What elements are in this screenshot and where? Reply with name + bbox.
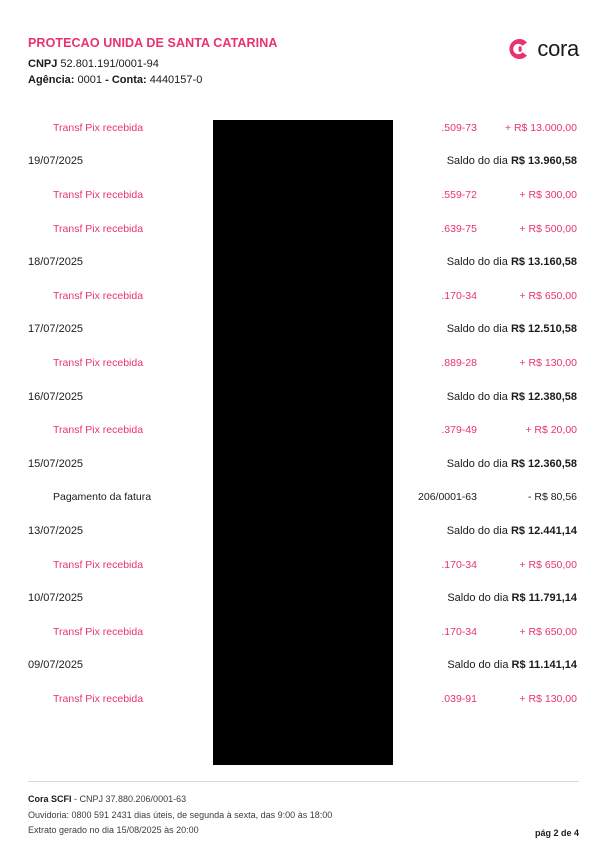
daily-balance-value: R$ 11.141,14 <box>511 659 577 672</box>
transaction-date: 09/07/2025 <box>28 659 84 672</box>
cora-mark-icon <box>506 37 530 61</box>
transaction-counterparty: .039-91 <box>441 692 477 705</box>
footer-generated: Extrato gerado no dia 15/08/2025 às 20:00 <box>28 825 199 836</box>
daily-balance-value: R$ 13.960,58 <box>510 155 577 168</box>
transaction-counterparty: .509-73 <box>441 121 477 134</box>
account-separator: - <box>105 74 109 87</box>
transaction-date: 17/07/2025 <box>28 323 84 336</box>
transaction-description: Transf Pix recebida <box>53 356 144 369</box>
agency-label: Agência: <box>28 74 75 87</box>
daily-balance <box>447 458 577 470</box>
redaction-overlay <box>213 120 393 765</box>
transaction-counterparty: .379-49 <box>441 424 477 437</box>
cora-logo <box>506 34 579 62</box>
account-label: Conta: <box>111 74 147 87</box>
company-cnpj <box>28 57 278 73</box>
transaction-description: Transf Pix recebida <box>53 625 144 638</box>
transaction-date: 10/07/2025 <box>28 592 84 605</box>
transaction-amount: + R$ 20,00 <box>525 424 577 437</box>
daily-balance-value: R$ 12.360,58 <box>510 457 577 470</box>
transaction-date: 13/07/2025 <box>28 524 84 537</box>
transaction-counterparty: .170-34 <box>441 558 477 571</box>
footer-divider <box>28 781 579 782</box>
transaction-amount: + R$ 130,00 <box>519 692 577 705</box>
daily-balance-label: Saldo do dia <box>447 592 509 605</box>
daily-balance <box>447 323 577 335</box>
daily-balance-label: Saldo do dia <box>447 659 509 672</box>
daily-balance <box>447 525 577 537</box>
footer-entity-name: Cora SCFI <box>28 793 72 804</box>
transaction-amount: + R$ 500,00 <box>519 222 577 235</box>
transaction-counterparty: .889-28 <box>441 356 477 369</box>
document-header <box>28 0 579 89</box>
transaction-description: Transf Pix recebida <box>53 222 144 235</box>
transaction-amount: - R$ 80,56 <box>527 491 577 504</box>
transaction-amount: + R$ 650,00 <box>519 625 577 638</box>
transaction-description: Pagamento da fatura <box>53 491 152 504</box>
daily-balance-label: Saldo do dia <box>446 256 508 269</box>
transaction-counterparty: .170-34 <box>441 289 477 302</box>
footer-entity-cnpj: - CNPJ 37.880.206/0001-63 <box>71 793 187 804</box>
account-value: 4440157-0 <box>149 74 203 87</box>
company-account <box>28 73 278 89</box>
daily-balance-label: Saldo do dia <box>446 323 508 336</box>
cora-wordmark: cora <box>537 36 579 61</box>
transaction-date: 15/07/2025 <box>28 457 84 470</box>
daily-balance <box>447 256 577 268</box>
daily-balance-value: R$ 12.510,58 <box>510 323 577 336</box>
daily-balance <box>447 391 577 403</box>
transaction-description: Transf Pix recebida <box>53 188 144 201</box>
transaction-description: Transf Pix recebida <box>53 424 144 437</box>
transaction-amount: + R$ 650,00 <box>519 289 577 302</box>
transaction-date: 16/07/2025 <box>28 390 84 403</box>
daily-balance-label: Saldo do dia <box>446 155 508 168</box>
transaction-date: 18/07/2025 <box>28 256 84 269</box>
footer-ombudsman: Ouvidoria: 0800 591 2431 dias úteis, de segunda à sexta, das 9:00 às 18:00 <box>28 809 333 820</box>
transaction-amount: + R$ 650,00 <box>519 558 577 571</box>
page-number: pág 2 de 4 <box>534 828 579 838</box>
cnpj-value: 52.801.191/0001-94 <box>60 58 159 71</box>
transaction-description: Transf Pix recebida <box>53 121 144 134</box>
daily-balance-value: R$ 13.160,58 <box>510 256 577 269</box>
daily-balance <box>447 659 577 671</box>
daily-balance <box>447 592 577 604</box>
daily-balance-label: Saldo do dia <box>446 457 508 470</box>
transaction-description: Transf Pix recebida <box>53 692 144 705</box>
transaction-counterparty: .559-72 <box>441 188 477 201</box>
transaction-counterparty: 206/0001-63 <box>418 491 477 504</box>
transaction-counterparty: .170-34 <box>441 625 477 638</box>
company-info <box>28 34 278 89</box>
transaction-amount: + R$ 130,00 <box>519 356 577 369</box>
company-name: PROTECAO UNIDA DE SANTA CATARINA <box>28 36 278 50</box>
transaction-amount: + R$ 13.000,00 <box>504 121 577 134</box>
cnpj-label: CNPJ <box>28 58 58 71</box>
transaction-counterparty: .639-75 <box>441 222 477 235</box>
transaction-description: Transf Pix recebida <box>53 289 144 302</box>
daily-balance-value: R$ 12.380,58 <box>510 390 577 403</box>
transaction-amount: + R$ 300,00 <box>519 188 577 201</box>
daily-balance-value: R$ 11.791,14 <box>511 592 577 605</box>
transaction-description: Transf Pix recebida <box>53 558 144 571</box>
daily-balance-label: Saldo do dia <box>446 524 508 537</box>
agency-value: 0001 <box>77 74 103 87</box>
document-footer <box>28 781 579 839</box>
footer-entity <box>28 792 332 808</box>
daily-balance <box>447 155 577 167</box>
transaction-date: 19/07/2025 <box>28 155 84 168</box>
daily-balance-value: R$ 12.441,14 <box>510 524 577 537</box>
daily-balance-label: Saldo do dia <box>446 390 508 403</box>
